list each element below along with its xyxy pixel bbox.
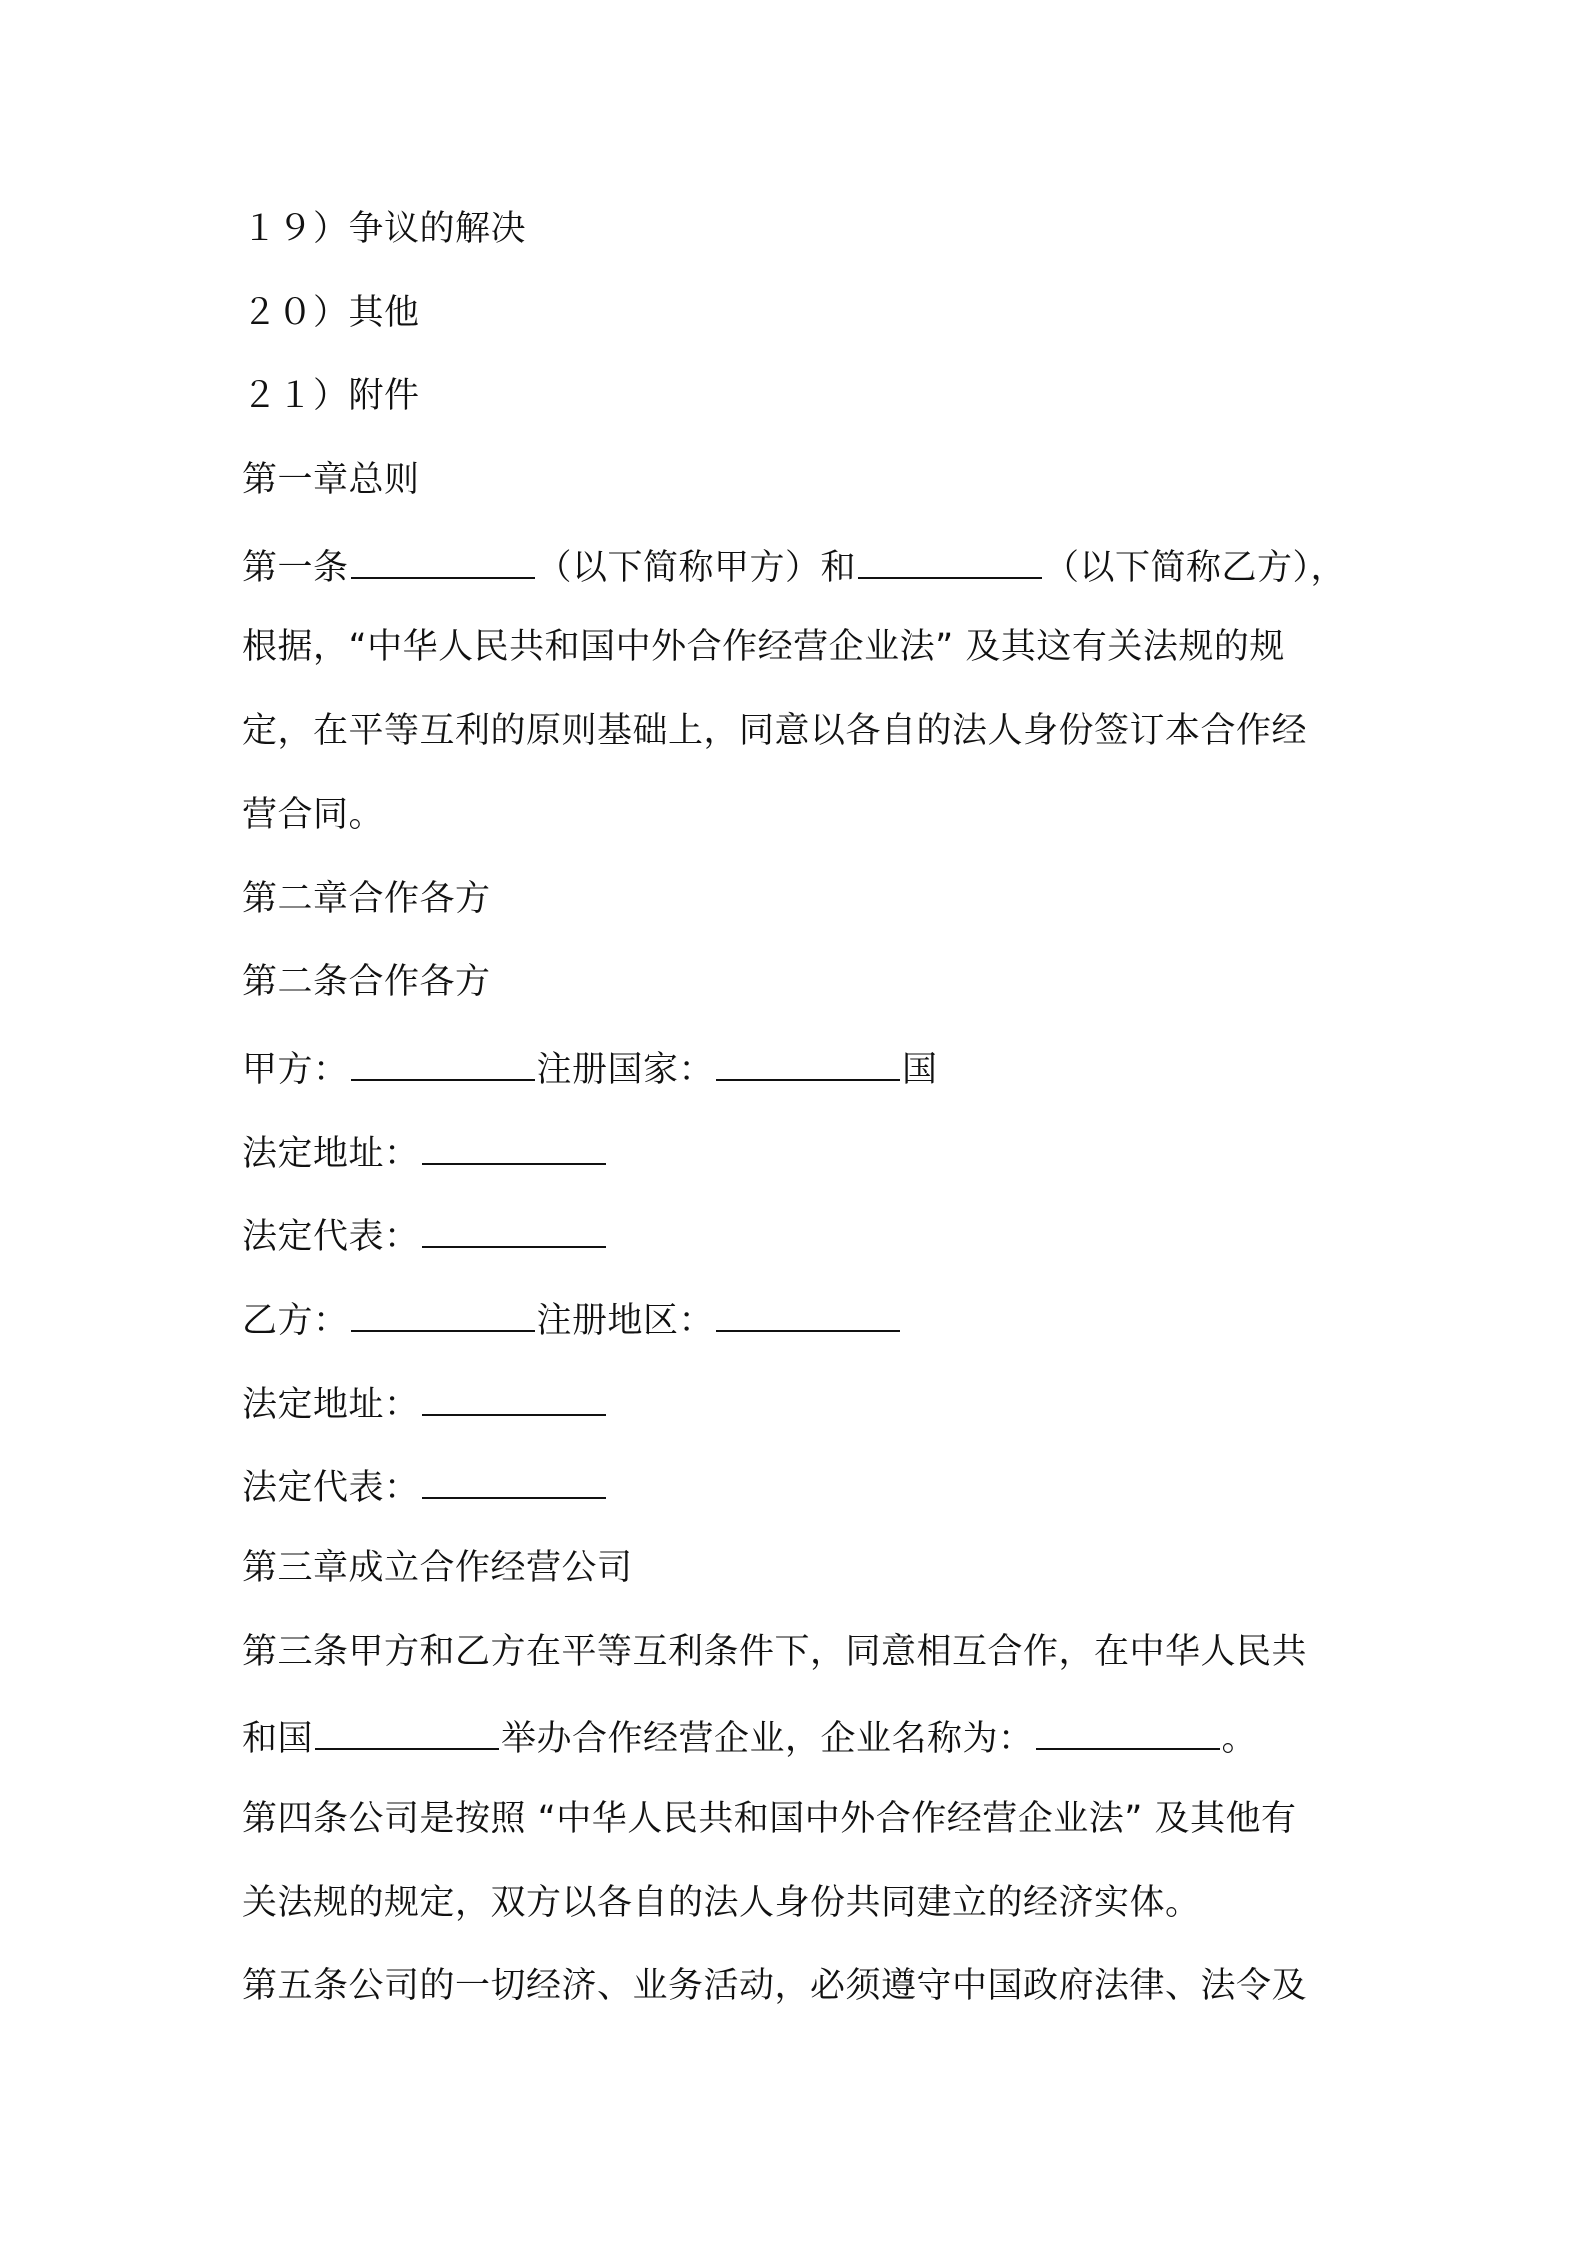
text-segment: 法定代表： xyxy=(242,1217,420,1258)
text-segment: 第三章成立合作经营公司 xyxy=(242,1548,633,1588)
text-segment: 和国 xyxy=(242,1719,314,1760)
text-line-article-3-line-2 xyxy=(242,1708,1372,1792)
text-segment: 乙方： xyxy=(242,1300,349,1341)
fill-in-blank[interactable] xyxy=(716,1039,900,1081)
fill-in-blank[interactable] xyxy=(858,537,1042,579)
fill-in-blank[interactable] xyxy=(422,1457,606,1499)
text-line-item-19 xyxy=(242,202,1372,286)
fill-in-blank[interactable] xyxy=(716,1290,900,1332)
fill-in-blank[interactable] xyxy=(351,1039,535,1081)
fill-in-blank[interactable] xyxy=(422,1123,606,1165)
text-line-article-5-line-1 xyxy=(242,1959,1372,2043)
text-line-article-1-line-2 xyxy=(242,620,1372,704)
text-line-party-b xyxy=(242,1290,1372,1374)
text-segment: 国 xyxy=(902,1049,938,1090)
text-line-party-b-representative xyxy=(242,1457,1372,1541)
text-line-article-2 xyxy=(242,955,1372,1039)
text-segment: ２０）其他 xyxy=(242,292,420,333)
text-segment: 第二章合作各方 xyxy=(242,878,491,919)
text-line-party-a-representative xyxy=(242,1206,1372,1290)
text-segment: 举办合作经营企业，企业名称为： xyxy=(501,1719,1034,1760)
text-segment: 法定代表： xyxy=(242,1468,420,1509)
fill-in-blank[interactable] xyxy=(351,537,535,579)
text-segment: 第四条公司是按照 “中华人民共和国中外合作经营企业法” 及其他有 xyxy=(242,1799,1297,1840)
text-segment: 法定地址： xyxy=(242,1384,420,1425)
text-line-party-b-address xyxy=(242,1374,1372,1458)
text-segment: 定，在平等互利的原则基础上，同意以各自的法人身份签订本合作经 xyxy=(242,711,1308,752)
text-segment: 注册地区： xyxy=(536,1300,715,1341)
text-segment: 第一章总则 xyxy=(242,460,420,501)
text-segment: １９）争议的解决 xyxy=(242,209,527,249)
text-segment: 关法规的规定，双方以各自的法人身份共同建立的经济实体。 xyxy=(242,1882,1201,1923)
text-segment: ２１）附件 xyxy=(242,376,420,417)
text-line-article-4-line-2 xyxy=(242,1876,1372,1960)
document-body xyxy=(242,202,1372,2043)
text-segment: （以下简称乙方）， xyxy=(1044,547,1347,588)
text-line-article-1-line-3 xyxy=(242,704,1372,788)
fill-in-blank[interactable] xyxy=(315,1708,499,1750)
text-segment: （以下简称甲方）和 xyxy=(536,547,857,588)
text-line-article-3-line-1 xyxy=(242,1625,1372,1709)
text-line-article-1-line-4 xyxy=(242,788,1372,872)
text-line-article-4-line-1 xyxy=(242,1792,1372,1876)
text-line-party-a-address xyxy=(242,1123,1372,1207)
text-line-party-a xyxy=(242,1039,1372,1123)
text-line-item-20 xyxy=(242,286,1372,370)
text-segment: 根据，“中华人民共和国中外合作经营企业法” 及其这有关法规的规 xyxy=(242,627,1285,668)
text-segment: 。 xyxy=(1221,1719,1258,1760)
text-line-article-1-line-1 xyxy=(242,537,1372,621)
fill-in-blank[interactable] xyxy=(422,1206,606,1248)
text-line-chapter-1 xyxy=(242,453,1372,537)
text-segment: 第五条公司的一切经济、业务活动，必须遵守中国政府法律、法令及 xyxy=(242,1966,1308,2007)
fill-in-blank[interactable] xyxy=(1036,1708,1220,1750)
text-segment: 法定地址： xyxy=(242,1133,420,1174)
text-segment: 第一条 xyxy=(242,547,349,588)
text-segment: 注册国家： xyxy=(536,1049,715,1090)
fill-in-blank[interactable] xyxy=(351,1290,535,1332)
text-segment: 营合同。 xyxy=(242,794,385,835)
text-segment: 第三条甲方和乙方在平等互利条件下，同意相互合作，在中华人民共 xyxy=(242,1631,1308,1672)
fill-in-blank[interactable] xyxy=(422,1374,606,1416)
text-segment: 第二条合作各方 xyxy=(242,962,491,1003)
text-line-chapter-2 xyxy=(242,872,1372,956)
text-line-chapter-3 xyxy=(242,1541,1372,1625)
text-line-item-21 xyxy=(242,369,1372,453)
text-segment: 甲方： xyxy=(242,1049,349,1090)
